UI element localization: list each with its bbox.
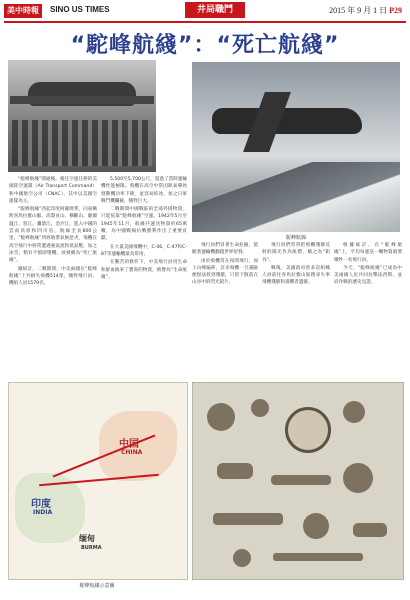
artifact-item <box>343 401 365 423</box>
section-title: 井局職鬥 <box>185 2 245 18</box>
photo-caption: 駝峰航線 <box>285 235 306 241</box>
paragraph: “駝峰航綫”開通後，擔任空運任務的美國陸空運隊（Air Transport Command）和中國航空公司（CNAC），其中以美國空運隊為主。 <box>9 177 97 204</box>
paragraph: 飛行員們冒著生命危險，駕駛著運輸機翻越世界屋脊。 <box>192 243 258 256</box>
article-column-4 <box>262 242 330 378</box>
paragraph: 在大量美國飛機中，C-46、C-47和C-87等運輸機最為常用。 <box>101 244 187 257</box>
artifact-item <box>303 513 329 539</box>
article-column-5 <box>334 242 402 378</box>
paragraph: 飛行員們常常把飛機殘骸反射的陽光作為航標，稱之為“鋁谷”。 <box>262 243 330 263</box>
paragraph: “駝峰航綫”西起印度阿薩姆邦，向東橫跨喜馬拉雅山脈、高黎貢山、橫斷山、薩爾溫江、怒江、瀾滄江、金沙江，進入中國的雲南高原和四川省，航線全長800公里。“駝峰航綫”所經地帶氣候惡劣，飛機在高空飛行中經常遭遇強氣流和低氣壓，加之冰雪，稍有不慎即墜機，故被稱為“死亡航綫”。 <box>9 207 97 264</box>
paragraph: 5,500至5,700公尺，超過了當時運輸機性能極限。飛機在高空中常因缺氧導致發動機功率下降，並容易結冰，加之日軍戰鬥機攔截，犧牲巨大。 <box>101 177 187 204</box>
article-column-1 <box>9 176 97 374</box>
headline: “駝峰航綫”：“死亡航綫” <box>70 33 340 58</box>
paragraph: 在艱苦的條件下，中美飛行員用生命和鮮血換來了寶貴的物資，被譽為“生命航綫”。 <box>101 260 187 280</box>
map-label-china-en: CHINA <box>121 449 143 456</box>
bomber-wing <box>10 96 154 104</box>
route-map <box>8 382 188 580</box>
artifact-item <box>353 523 387 537</box>
page-header <box>0 0 410 22</box>
date-text: 2015 年 9 月 1 日 <box>329 6 388 15</box>
paragraph: 據統計，二戰期間，中美兩國在“駝峰航綫”上共損失飛機514架，犧牲飛行員、機組人員1579名。 <box>9 266 97 287</box>
newspaper-logo: 美中時報 <box>4 4 42 18</box>
aircraft-mountain-photo <box>192 62 400 232</box>
artifact-item <box>251 399 269 417</box>
map-label-burma: 缅甸 <box>79 534 95 543</box>
map-label-india: 印度 <box>31 499 51 510</box>
artifact-item <box>273 553 363 561</box>
map-label-india-en: INDIA <box>33 509 53 516</box>
paragraph: 二戰期間中國戰區的全部外援物資，只能依靠“駝峰航綫”空運。1942年5月至1945年11月，航綫共運送物資約65萬噸，為中國戰場抗戰勝利作出了重要貢獻。 <box>101 207 187 242</box>
artifact-item <box>271 475 331 485</box>
map-label-china: 中国 <box>119 439 139 450</box>
crew-photo <box>8 60 156 172</box>
artifact-item <box>207 403 235 431</box>
paragraph: 根據統計，在“駝峰航綫”上，平均每運送一噸物資就要犧牲一名飛行員。 <box>334 243 402 263</box>
map-label-burma-en: BURMA <box>81 545 102 551</box>
artifact-photo <box>192 382 404 580</box>
artifact-item <box>285 407 331 453</box>
article-column-3 <box>192 242 258 378</box>
header-rule <box>4 21 406 23</box>
paragraph: 由於飛機常在夜間飛行，加上山峰遍佈，許多飛機一旦遇險便無法找到殘骸，只留下散落在山谷中的閃光鋁片。 <box>192 258 258 286</box>
artifact-item <box>213 513 283 525</box>
artifact-item <box>343 463 373 493</box>
map-caption: 駝峰航綫示意圖 <box>79 583 115 589</box>
crew-group <box>12 120 152 166</box>
artifact-item <box>217 463 253 479</box>
paragraph: 戰後，美國政府曾多次組織人員前往喜馬拉雅山區搜尋失事飛機殘骸和遇難者遺骸。 <box>262 265 330 286</box>
issue-date <box>329 5 402 16</box>
paragraph: 今天，“駝峰航綫”已成為中美兩國人民共同抗擊法西斯、並肩作戰的歷史見證。 <box>334 265 402 286</box>
page-number: P29 <box>389 6 402 15</box>
article-column-2 <box>101 176 187 374</box>
newspaper-name: SINO US TIMES <box>50 5 110 14</box>
artifact-item <box>233 549 251 567</box>
transport-aircraft <box>212 108 362 134</box>
mountain-range <box>192 162 400 232</box>
